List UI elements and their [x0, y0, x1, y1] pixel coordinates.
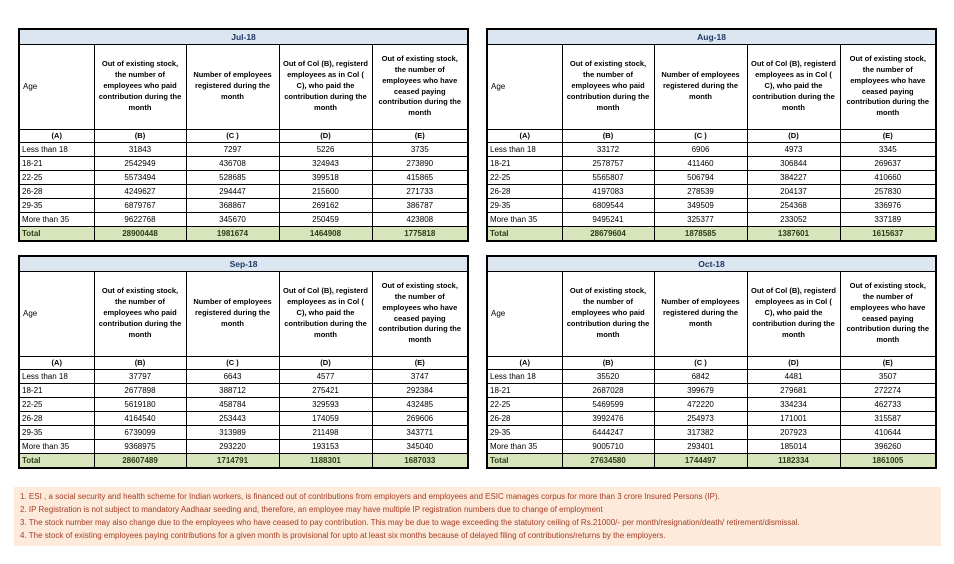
value-cell-c: 506794	[654, 170, 747, 184]
total-value-cell-c: 1981674	[186, 226, 279, 241]
month-table	[486, 255, 935, 469]
value-cell-c: 293220	[186, 439, 279, 453]
column-letter: (E)	[372, 356, 468, 369]
table-row	[487, 411, 936, 425]
value-cell-d: 254368	[747, 198, 840, 212]
column-header-e: Out of existing stock, the number of employees who have ceased paying contribution during the month	[840, 271, 936, 356]
value-cell-e: 292384	[372, 383, 468, 397]
column-letter: (D)	[279, 356, 372, 369]
value-cell-e: 410644	[840, 425, 936, 439]
total-value-cell-b: 28607489	[94, 453, 186, 468]
age-column-header: Age	[487, 44, 562, 129]
table-row	[487, 212, 936, 226]
value-cell-e: 269606	[372, 411, 468, 425]
data-table	[486, 28, 937, 242]
value-cell-b: 2677898	[94, 383, 186, 397]
value-cell-b: 4197083	[562, 184, 654, 198]
value-cell-b: 9368975	[94, 439, 186, 453]
value-cell-b: 35520	[562, 369, 654, 383]
age-cell: More than 35	[487, 439, 562, 453]
age-cell: More than 35	[487, 212, 562, 226]
column-letter: (C )	[654, 356, 747, 369]
column-header-d: Out of Col (B), registerd employees as in Col ( C), who paid the contribution during the month	[279, 44, 372, 129]
value-cell-b: 33172	[562, 142, 654, 156]
total-label: Total	[487, 226, 562, 241]
value-cell-e: 272274	[840, 383, 936, 397]
column-letter: (E)	[840, 356, 936, 369]
age-cell: 26-28	[19, 184, 94, 198]
value-cell-d: 269162	[279, 198, 372, 212]
letters-row	[487, 129, 936, 142]
value-cell-c: 436708	[186, 156, 279, 170]
value-cell-b: 31843	[94, 142, 186, 156]
total-row	[19, 226, 468, 241]
table-row	[487, 383, 936, 397]
column-letter: (A)	[19, 129, 94, 142]
title-row	[487, 29, 936, 44]
age-cell: Less than 18	[487, 369, 562, 383]
value-cell-c: 472220	[654, 397, 747, 411]
value-cell-e: 462733	[840, 397, 936, 411]
value-cell-c: 349509	[654, 198, 747, 212]
total-label: Total	[19, 226, 94, 241]
table-row	[487, 425, 936, 439]
value-cell-e: 410660	[840, 170, 936, 184]
value-cell-d: 384227	[747, 170, 840, 184]
column-letter: (D)	[279, 129, 372, 142]
column-letter: (A)	[19, 356, 94, 369]
value-cell-b: 4249627	[94, 184, 186, 198]
value-cell-d: 211498	[279, 425, 372, 439]
table-row	[19, 411, 468, 425]
table-row	[19, 439, 468, 453]
value-cell-d: 4973	[747, 142, 840, 156]
column-header-c: Number of employees registered during the month	[654, 44, 747, 129]
value-cell-c: 6643	[186, 369, 279, 383]
letters-row	[19, 356, 468, 369]
age-cell: 29-35	[487, 198, 562, 212]
letters-row	[19, 129, 468, 142]
column-letter: (D)	[747, 356, 840, 369]
value-cell-e: 271733	[372, 184, 468, 198]
age-cell: 18-21	[19, 156, 94, 170]
total-value-cell-d: 1182334	[747, 453, 840, 468]
table-title: Aug-18	[487, 29, 936, 44]
value-cell-e: 257830	[840, 184, 936, 198]
data-table	[486, 255, 937, 469]
value-cell-c: 254973	[654, 411, 747, 425]
age-cell: Less than 18	[19, 142, 94, 156]
table-row	[19, 383, 468, 397]
age-cell: 26-28	[19, 411, 94, 425]
age-cell: 26-28	[487, 411, 562, 425]
column-header-d: Out of Col (B), registerd employees as in Col ( C), who paid the contribution during the month	[747, 271, 840, 356]
value-cell-b: 6879767	[94, 198, 186, 212]
value-cell-b: 6739099	[94, 425, 186, 439]
footnotes-panel	[14, 487, 941, 546]
age-cell: More than 35	[19, 439, 94, 453]
total-value-cell-c: 1744497	[654, 453, 747, 468]
footnote-line: 2. IP Registration is not subject to mandatory Aadhaar seeding and, therefore, an employee may have multiple IP registration numbers due to change of employment	[20, 505, 603, 514]
column-header-c: Number of employees registered during the month	[186, 271, 279, 356]
value-cell-d: 204137	[747, 184, 840, 198]
value-cell-e: 396260	[840, 439, 936, 453]
value-cell-d: 233052	[747, 212, 840, 226]
age-cell: More than 35	[19, 212, 94, 226]
value-cell-c: 317382	[654, 425, 747, 439]
value-cell-b: 5573494	[94, 170, 186, 184]
value-cell-b: 5565807	[562, 170, 654, 184]
value-cell-d: 306844	[747, 156, 840, 170]
value-cell-d: 250459	[279, 212, 372, 226]
total-value-cell-e: 1687033	[372, 453, 468, 468]
value-cell-b: 2687028	[562, 383, 654, 397]
total-value-cell-c: 1878585	[654, 226, 747, 241]
header-row	[19, 271, 468, 356]
value-cell-b: 37797	[94, 369, 186, 383]
table-title: Sep-18	[19, 256, 468, 271]
header-row	[487, 44, 936, 129]
column-header-b: Out of existing stock, the number of employees who paid contribution during the month	[94, 44, 186, 129]
value-cell-c: 325377	[654, 212, 747, 226]
value-cell-d: 5226	[279, 142, 372, 156]
age-cell: 18-21	[487, 383, 562, 397]
table-row	[487, 184, 936, 198]
table-row	[19, 397, 468, 411]
value-cell-c: 278539	[654, 184, 747, 198]
table-row	[487, 369, 936, 383]
total-value-cell-e: 1615637	[840, 226, 936, 241]
column-header-b: Out of existing stock, the number of employees who paid contribution during the month	[94, 271, 186, 356]
value-cell-e: 432485	[372, 397, 468, 411]
value-cell-c: 293401	[654, 439, 747, 453]
age-column-header: Age	[487, 271, 562, 356]
column-header-d: Out of Col (B), registerd employees as in Col ( C), who paid the contribution during the month	[747, 44, 840, 129]
title-row	[19, 29, 468, 44]
column-header-b: Out of existing stock, the number of employees who paid contribution during the month	[562, 44, 654, 129]
age-cell: 29-35	[19, 425, 94, 439]
column-letter: (B)	[562, 129, 654, 142]
age-cell: 29-35	[487, 425, 562, 439]
total-label: Total	[487, 453, 562, 468]
value-cell-e: 3507	[840, 369, 936, 383]
age-cell: 29-35	[19, 198, 94, 212]
value-cell-d: 171001	[747, 411, 840, 425]
total-value-cell-d: 1188301	[279, 453, 372, 468]
column-letter: (C )	[654, 129, 747, 142]
age-cell: Less than 18	[19, 369, 94, 383]
footnote-line: 3. The stock number may also change due to the employees who have ceased to pay contribution. This may be due to wage exceeding the statutory ceiling of Rs.21000/- per month/resignation/death/ retirement/dismissal.	[20, 518, 800, 527]
table-row	[487, 142, 936, 156]
table-row	[19, 170, 468, 184]
total-value-cell-b: 28900448	[94, 226, 186, 241]
value-cell-c: 253443	[186, 411, 279, 425]
column-letter: (A)	[487, 129, 562, 142]
value-cell-e: 343771	[372, 425, 468, 439]
total-value-cell-b: 27634580	[562, 453, 654, 468]
table-row	[487, 170, 936, 184]
column-letter: (A)	[487, 356, 562, 369]
value-cell-b: 5619180	[94, 397, 186, 411]
value-cell-e: 386787	[372, 198, 468, 212]
column-header-d: Out of Col (B), registerd employees as in Col ( C), who paid the contribution during the month	[279, 271, 372, 356]
column-letter: (E)	[372, 129, 468, 142]
value-cell-d: 399518	[279, 170, 372, 184]
value-cell-c: 411460	[654, 156, 747, 170]
total-label: Total	[19, 453, 94, 468]
age-column-header: Age	[19, 271, 94, 356]
column-letter: (C )	[186, 129, 279, 142]
total-value-cell-b: 28679604	[562, 226, 654, 241]
value-cell-b: 9495241	[562, 212, 654, 226]
value-cell-c: 528685	[186, 170, 279, 184]
value-cell-e: 345040	[372, 439, 468, 453]
header-row	[487, 271, 936, 356]
value-cell-b: 3992476	[562, 411, 654, 425]
value-cell-d: 193153	[279, 439, 372, 453]
footnote-line: 4. The stock of existing employees paying contributions for a given month is provisional for upto at least six months because of delayed filing of contributions/returns by the employers.	[20, 531, 666, 540]
column-letter: (B)	[94, 129, 186, 142]
total-value-cell-d: 1387601	[747, 226, 840, 241]
value-cell-d: 279681	[747, 383, 840, 397]
value-cell-b: 6444247	[562, 425, 654, 439]
value-cell-e: 3345	[840, 142, 936, 156]
total-value-cell-e: 1861005	[840, 453, 936, 468]
value-cell-c: 7297	[186, 142, 279, 156]
table-title: Jul-18	[19, 29, 468, 44]
table-row	[19, 142, 468, 156]
value-cell-e: 336976	[840, 198, 936, 212]
value-cell-e: 423808	[372, 212, 468, 226]
value-cell-b: 9622768	[94, 212, 186, 226]
value-cell-c: 294447	[186, 184, 279, 198]
age-cell: 22-25	[487, 170, 562, 184]
value-cell-c: 6842	[654, 369, 747, 383]
value-cell-d: 324943	[279, 156, 372, 170]
month-table	[18, 28, 467, 242]
value-cell-d: 185014	[747, 439, 840, 453]
age-cell: 22-25	[19, 170, 94, 184]
total-row	[487, 453, 936, 468]
header-row	[19, 44, 468, 129]
table-row	[487, 439, 936, 453]
value-cell-d: 4481	[747, 369, 840, 383]
total-row	[19, 453, 468, 468]
table-row	[19, 425, 468, 439]
title-row	[487, 256, 936, 271]
table-row	[487, 397, 936, 411]
value-cell-d: 275421	[279, 383, 372, 397]
value-cell-d: 334234	[747, 397, 840, 411]
value-cell-b: 2578757	[562, 156, 654, 170]
table-row	[19, 156, 468, 170]
value-cell-e: 337189	[840, 212, 936, 226]
age-cell: 22-25	[19, 397, 94, 411]
age-cell: Less than 18	[487, 142, 562, 156]
value-cell-c: 368867	[186, 198, 279, 212]
table-row	[19, 198, 468, 212]
data-table	[18, 28, 469, 242]
value-cell-d: 207923	[747, 425, 840, 439]
column-letter: (B)	[562, 356, 654, 369]
table-title: Oct-18	[487, 256, 936, 271]
value-cell-d: 215600	[279, 184, 372, 198]
value-cell-b: 9005710	[562, 439, 654, 453]
value-cell-c: 345670	[186, 212, 279, 226]
total-value-cell-d: 1464908	[279, 226, 372, 241]
value-cell-b: 6809544	[562, 198, 654, 212]
column-header-e: Out of existing stock, the number of employees who have ceased paying contribution during the month	[372, 271, 468, 356]
age-cell: 18-21	[487, 156, 562, 170]
value-cell-d: 4577	[279, 369, 372, 383]
value-cell-c: 458784	[186, 397, 279, 411]
value-cell-d: 329593	[279, 397, 372, 411]
column-header-c: Number of employees registered during the month	[654, 271, 747, 356]
table-row	[487, 156, 936, 170]
column-letter: (E)	[840, 129, 936, 142]
column-header-c: Number of employees registered during the month	[186, 44, 279, 129]
month-table	[18, 255, 467, 469]
data-table	[18, 255, 469, 469]
value-cell-b: 2542949	[94, 156, 186, 170]
value-cell-e: 3735	[372, 142, 468, 156]
value-cell-e: 415865	[372, 170, 468, 184]
month-table	[486, 28, 935, 242]
column-letter: (D)	[747, 129, 840, 142]
title-row	[19, 256, 468, 271]
value-cell-b: 5469599	[562, 397, 654, 411]
value-cell-c: 399679	[654, 383, 747, 397]
total-row	[487, 226, 936, 241]
table-row	[19, 369, 468, 383]
value-cell-e: 315587	[840, 411, 936, 425]
table-row	[19, 212, 468, 226]
age-cell: 22-25	[487, 397, 562, 411]
age-column-header: Age	[19, 44, 94, 129]
value-cell-c: 313989	[186, 425, 279, 439]
column-letter: (C )	[186, 356, 279, 369]
total-value-cell-e: 1775818	[372, 226, 468, 241]
column-header-e: Out of existing stock, the number of employees who have ceased paying contribution during the month	[372, 44, 468, 129]
age-cell: 18-21	[19, 383, 94, 397]
value-cell-b: 4164540	[94, 411, 186, 425]
column-header-e: Out of existing stock, the number of employees who have ceased paying contribution during the month	[840, 44, 936, 129]
column-header-b: Out of existing stock, the number of employees who paid contribution during the month	[562, 271, 654, 356]
table-row	[19, 184, 468, 198]
letters-row	[487, 356, 936, 369]
value-cell-e: 269637	[840, 156, 936, 170]
value-cell-c: 6906	[654, 142, 747, 156]
table-row	[487, 198, 936, 212]
footnote-line: 1. ESI , a social security and health scheme for Indian workers, is financed out of contributions from employers and employees and ESIC manages corpus for more than 3 crore Insured Persons (IP).	[20, 492, 720, 501]
value-cell-e: 3747	[372, 369, 468, 383]
value-cell-e: 273890	[372, 156, 468, 170]
column-letter: (B)	[94, 356, 186, 369]
value-cell-c: 388712	[186, 383, 279, 397]
value-cell-d: 174059	[279, 411, 372, 425]
age-cell: 26-28	[487, 184, 562, 198]
total-value-cell-c: 1714791	[186, 453, 279, 468]
